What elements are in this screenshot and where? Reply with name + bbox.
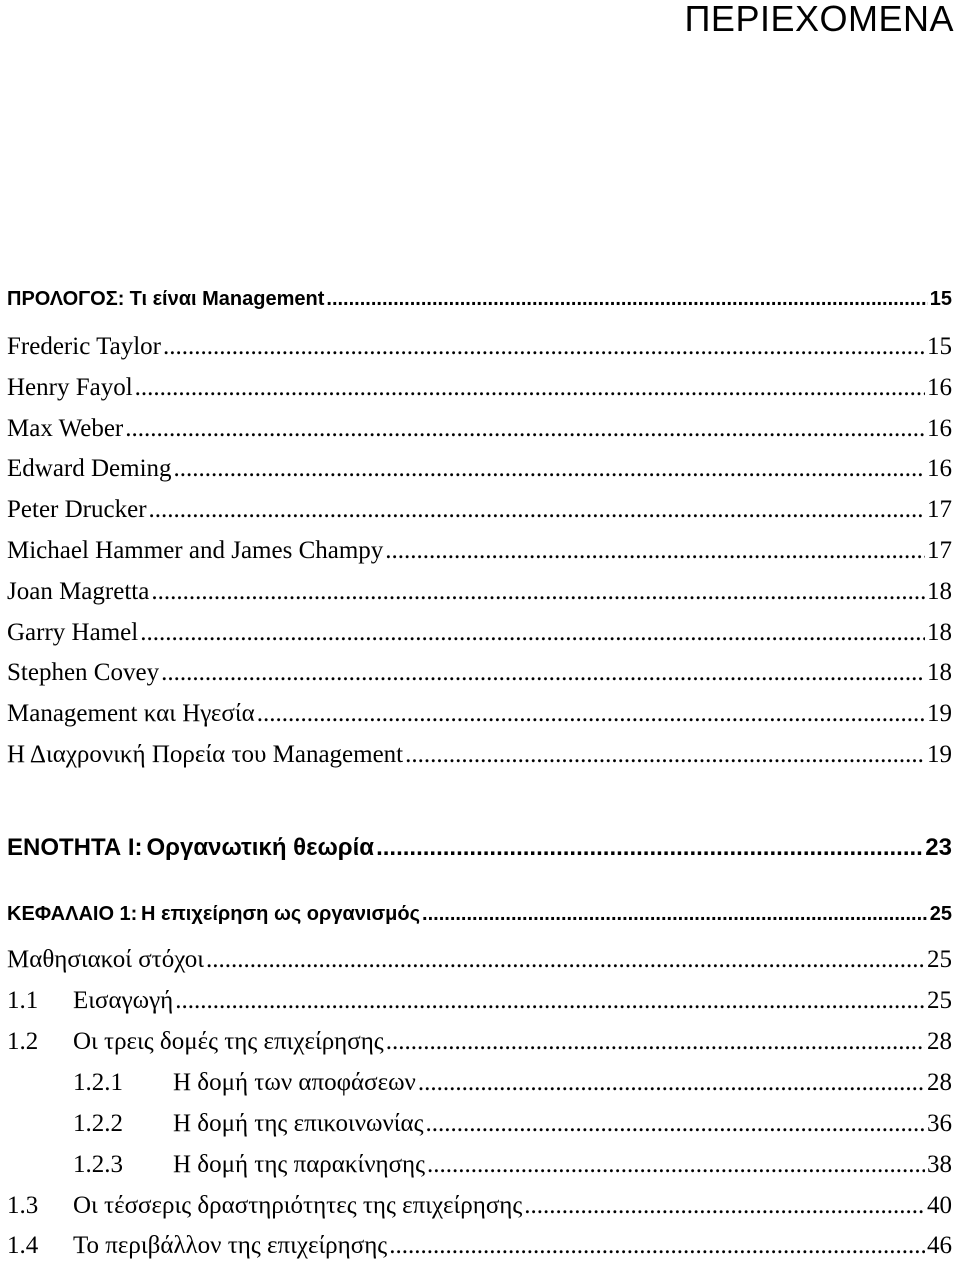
page-number: 36 — [927, 1110, 952, 1137]
leader-dots — [405, 741, 925, 769]
toc-entry[interactable] — [7, 700, 952, 728]
leader-dots — [174, 455, 925, 483]
toc-entry[interactable] — [7, 415, 952, 443]
page-number: 19 — [927, 741, 952, 768]
entry-title: Peter Drucker — [7, 496, 147, 523]
toc-entry[interactable] — [7, 1069, 952, 1097]
page-number: 17 — [927, 537, 952, 564]
toc-entry[interactable] — [7, 333, 952, 361]
entry-title: Henry Fayol — [7, 374, 133, 401]
toc-entry[interactable] — [7, 374, 952, 402]
chapter-label: ΚΕΦΑΛΑΙΟ 1: — [7, 903, 138, 925]
page-number: 18 — [927, 619, 952, 646]
leader-dots — [151, 578, 925, 606]
entry-title: Εισαγωγή — [73, 987, 174, 1014]
toc-entry-unit[interactable] — [7, 834, 952, 862]
leader-dots — [524, 1192, 925, 1220]
toc-entry[interactable] — [7, 1151, 952, 1179]
chapter-title: Η επιχείρηση ως οργανισμός — [140, 903, 421, 925]
leader-dots — [125, 415, 925, 443]
leader-dots — [385, 537, 925, 565]
entry-title: Η δομή των αποφάσεων — [173, 1069, 416, 1096]
toc-entry[interactable] — [7, 1192, 952, 1220]
section-number: 1.4 — [7, 1232, 39, 1259]
leader-dots — [427, 1151, 925, 1179]
page-number: 46 — [927, 1232, 952, 1259]
page-number: 25 — [927, 987, 952, 1014]
toc-entry[interactable] — [7, 1110, 952, 1138]
section-number: 1.3 — [7, 1192, 39, 1219]
toc-entry[interactable] — [7, 741, 952, 769]
leader-dots — [376, 834, 923, 862]
leader-dots — [257, 700, 925, 728]
entry-title: Οι τέσσερις δραστηριότητες της επιχείρησης — [73, 1192, 523, 1219]
toc-entry[interactable] — [7, 619, 952, 647]
leader-dots — [386, 1028, 925, 1056]
toc-entry-prologue[interactable] — [7, 288, 952, 311]
section-number: 1.1 — [7, 987, 39, 1014]
toc-entry[interactable] — [7, 578, 952, 606]
toc-entry[interactable] — [7, 1028, 952, 1056]
leader-dots — [140, 619, 925, 647]
page-number: 23 — [925, 834, 952, 861]
entry-title: Το περιβάλλον της επιχείρησης — [73, 1232, 388, 1259]
page-title: ΠΕΡΙΕΧΟΜΕΝΑ — [684, 0, 954, 39]
toc-entry[interactable] — [7, 537, 952, 565]
page-number: 25 — [929, 903, 952, 925]
leader-dots — [175, 987, 925, 1015]
leader-dots — [389, 1232, 925, 1260]
entry-title: Η δομή της επικοινωνίας — [173, 1110, 424, 1137]
toc-entry[interactable] — [7, 496, 952, 524]
section-number: 1.2 — [7, 1028, 39, 1055]
page-number: 28 — [927, 1069, 952, 1096]
page-number: 40 — [927, 1192, 952, 1219]
entry-title: Max Weber — [7, 415, 124, 442]
entry-title: Joan Magretta — [7, 578, 150, 605]
section-number: 1.2.2 — [73, 1110, 123, 1137]
prologue-title: Τι είναι Management — [129, 288, 325, 310]
section-number: 1.2.1 — [73, 1069, 123, 1096]
page-number: 25 — [927, 946, 952, 973]
page-number: 16 — [927, 415, 952, 442]
leader-dots — [426, 1110, 926, 1138]
toc-entry[interactable] — [7, 455, 952, 483]
entry-title: Η Διαχρονική Πορεία του Management — [7, 741, 404, 768]
page-number: 15 — [927, 333, 952, 360]
section-number: 1.2.3 — [73, 1151, 123, 1178]
page-number: 16 — [927, 455, 952, 482]
page-number: 19 — [927, 700, 952, 727]
page-number: 28 — [927, 1028, 952, 1055]
entry-title: Η δομή της παρακίνησης — [173, 1151, 426, 1178]
page-number: 18 — [927, 659, 952, 686]
unit-label: ΕΝΟΤΗΤΑ Ι: — [7, 834, 143, 861]
page-number: 15 — [929, 288, 952, 310]
page-number: 17 — [927, 496, 952, 523]
leader-dots — [161, 659, 925, 687]
unit-title: Οργανωτική θεωρία — [146, 834, 375, 861]
leader-dots — [422, 903, 928, 926]
toc-entry[interactable] — [7, 987, 952, 1015]
leader-dots — [326, 288, 927, 311]
prologue-label: ΠΡΟΛΟΓΟΣ: — [7, 288, 125, 310]
leader-dots — [418, 1069, 925, 1097]
entry-title: Management και Ηγεσία — [7, 700, 255, 727]
toc-entry-chapter[interactable] — [7, 903, 952, 926]
entry-title: Frederic Taylor — [7, 333, 161, 360]
leader-dots — [206, 946, 925, 974]
leader-dots — [135, 374, 925, 402]
leader-dots — [149, 496, 925, 524]
page-number: 38 — [927, 1151, 952, 1178]
toc-entry[interactable] — [7, 946, 952, 974]
entry-title: Garry Hamel — [7, 619, 139, 646]
entry-title: Stephen Covey — [7, 659, 160, 686]
leader-dots — [163, 333, 925, 361]
entry-title: Michael Hammer and James Champy — [7, 537, 384, 564]
entry-title: Edward Deming — [7, 455, 172, 482]
entry-title: Μαθησιακοί στόχοι — [7, 946, 204, 973]
toc-entry[interactable] — [7, 659, 952, 687]
page-number: 18 — [927, 578, 952, 605]
page-number: 16 — [927, 374, 952, 401]
toc-entry[interactable] — [7, 1232, 952, 1260]
entry-title: Οι τρεις δομές της επιχείρησης — [73, 1028, 384, 1055]
